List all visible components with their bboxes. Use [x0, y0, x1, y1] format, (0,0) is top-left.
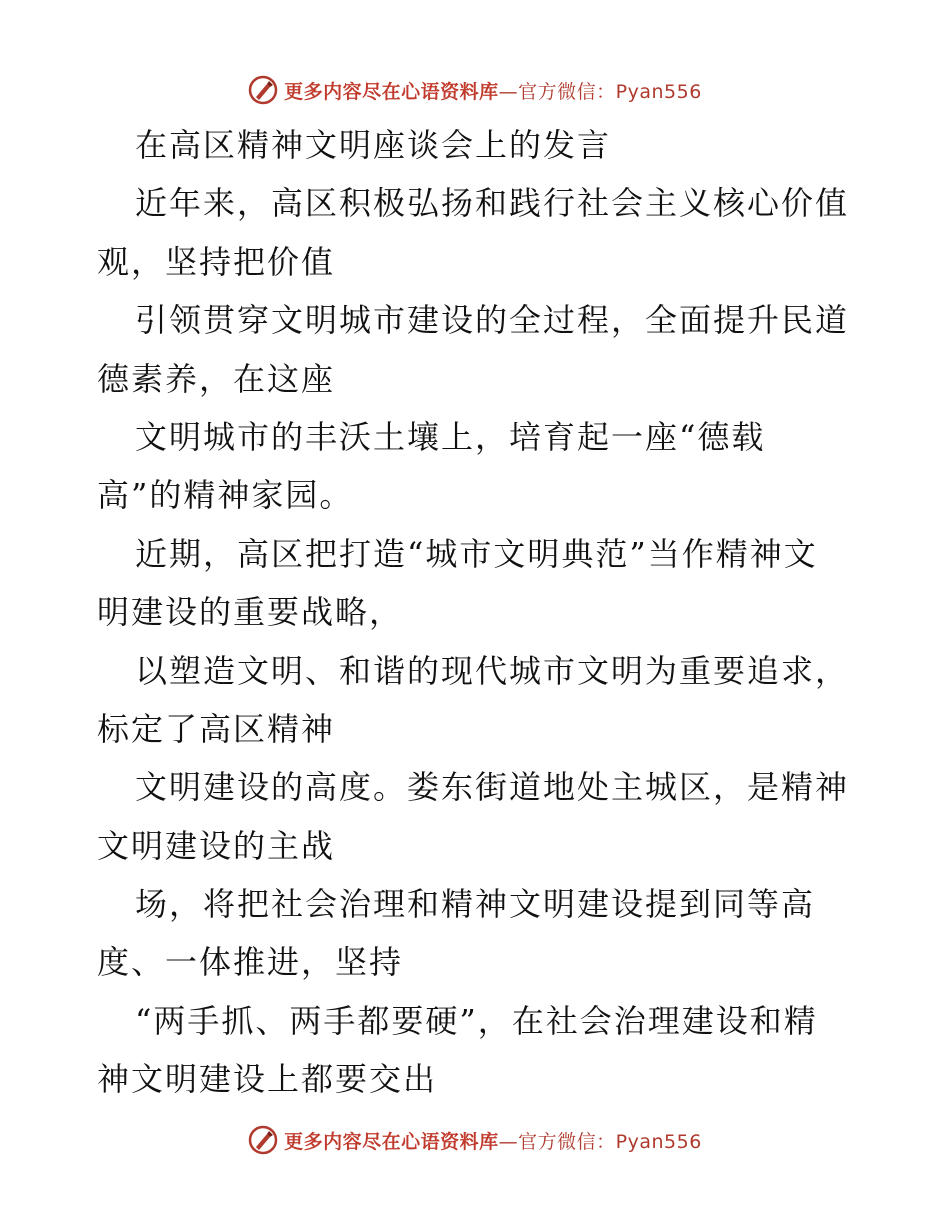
paragraph-line: 以塑造文明、和谐的现代城市文明为重要追求，	[135, 651, 850, 690]
paragraph-line: 神文明建设上都要交出	[97, 1060, 438, 1099]
pen-logo-icon	[248, 75, 278, 105]
document-title: 在高区精神文明座谈会上的发言	[135, 126, 612, 164]
paragraph-line: 高”的精神家园。	[97, 476, 354, 515]
paragraph-line: 近年来，高区积极弘扬和践行社会主义核心价值	[135, 184, 850, 223]
pen-logo-icon	[248, 1125, 278, 1155]
banner-text	[284, 77, 702, 104]
paragraph-line: 文明建设的高度。娄东街道地处主城区，是精神	[135, 768, 850, 807]
banner-wechat: 官方微信：Pyan556	[518, 1130, 702, 1153]
paragraph-line: 度、一体推进，坚持	[97, 943, 404, 982]
banner-brand: 更多内容尽在心语资料库	[284, 80, 499, 103]
paragraph-line: 引领贯穿文明城市建设的全过程，全面提升民道	[135, 301, 850, 340]
paragraph-line: 文明城市的丰沃土壤上，培育起一座“德载	[135, 417, 766, 456]
banner-brand: 更多内容尽在心语资料库	[284, 1130, 499, 1153]
footer-banner	[0, 1120, 950, 1160]
paragraph-line: 近期，高区把打造“城市文明典范”当作精神文	[135, 534, 818, 573]
paragraph-line: 场，将把社会治理和精神文明建设提到同等高	[135, 885, 816, 924]
paragraph-line: 德素养，在这座	[97, 359, 336, 398]
banner-wechat: 官方微信：Pyan556	[518, 80, 702, 103]
paragraph-line: 文明建设的主战	[97, 826, 336, 865]
paragraph-line: 标定了高区精神	[97, 709, 336, 748]
banner-dash: —	[498, 80, 519, 103]
banner-dash: —	[498, 1130, 519, 1153]
paragraph-line: 观，坚持把价值	[97, 242, 336, 281]
document-body	[97, 116, 857, 1109]
paragraph-line: “两手抓、两手都要硬”，在社会治理建设和精	[135, 1001, 818, 1040]
banner-text	[284, 1127, 702, 1154]
header-banner	[0, 70, 950, 110]
paragraph-line: 明建设的重要战略，	[97, 593, 404, 632]
